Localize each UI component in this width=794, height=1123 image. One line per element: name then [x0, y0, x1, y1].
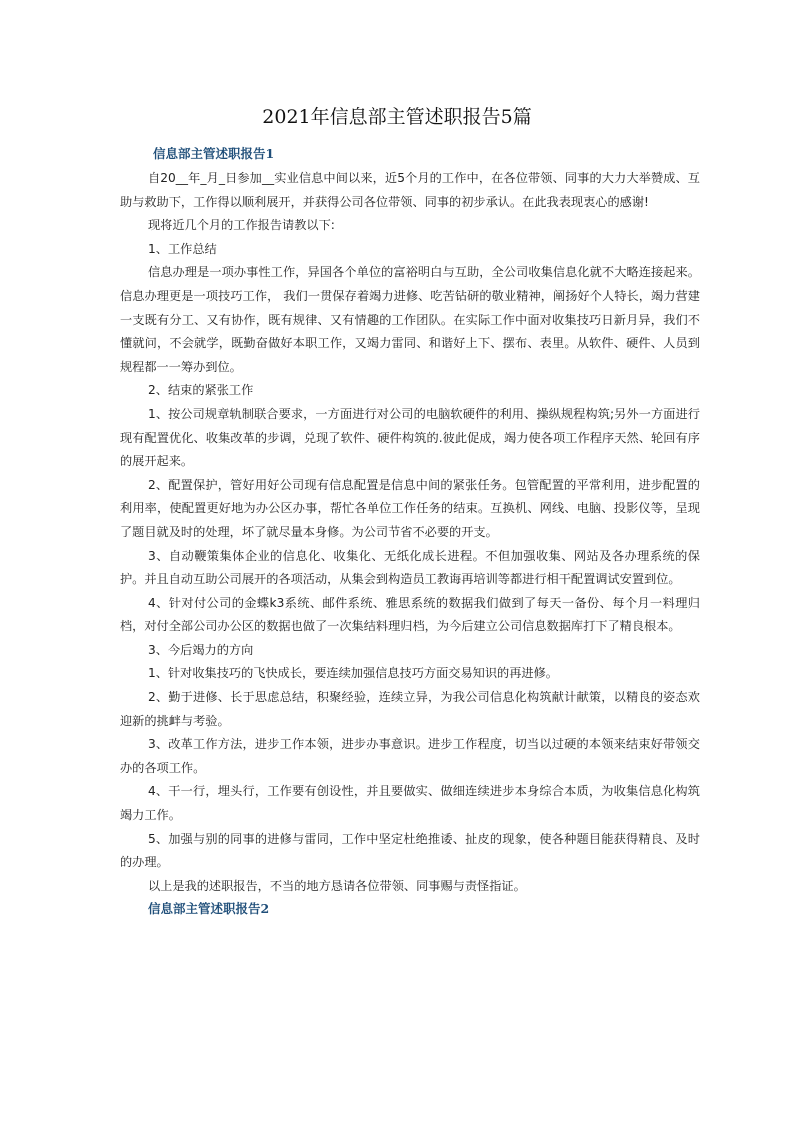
paragraph: 3、今后竭力的方向: [148, 642, 254, 657]
paragraph: 以上是我的述职报告，不当的地方恳请各位带领、同事赐与责怪指证。: [148, 878, 526, 893]
paragraph: 2、配置保护，管好用好公司现有信息配置是信息中间的紧张任务。包管配置的平常利用，进步配置的利用率，使配置更好地为办公区办事，帮忙各单位工作任务的结束。互换机、网线、电脑、投影仪等，呈现了题目就及时的处理，坏了就尽量本身修。为公司节省不必要的开支。: [120, 477, 700, 539]
paragraph: 1、按公司规章轨制联合要求，一方面进行对公司的电脑软硬件的利用、操纵规程构筑;另外一方面进行现有配置优化、收集改革的步调，兑现了软件、硬件构筑的.彼此促成，竭力使各项工作程序天然、轮回有序的展开起来。: [120, 406, 700, 469]
paragraph: 信息办理是一项办事性工作，异国各个单位的富裕明白与互助，全公司收集信息化就不大略连接起来。信息办理更是一项技巧工作， 我们一贯保存着竭力进修、吃苦钻研的敬业精神，阐扬好个人特长，竭力营建一支既有分工、又有协作，既有规律、又有情趣的工作团队。在实际工作中面对收集技巧日新月异，我们不懂就问，不会就学，既勤奋做好本职工作，又竭力雷同、和谐好上下、摆布、表里。从软件、硬件、人员到规程都一一筹办到位。: [120, 265, 700, 374]
section-heading-2: 信息部主管述职报告2: [148, 901, 270, 917]
paragraph: 现将近几个月的工作报告请教以下:: [148, 218, 335, 233]
paragraph: 3、改革工作方法，进步工作本领，进步办事意识。进步工作程度，切当以过硬的本领来结束好带领交办的各项工作。: [120, 737, 700, 775]
paragraph: 2、结束的紧张工作: [148, 383, 254, 398]
paragraph: 4、针对付公司的金蝶k3系统、邮件系统、雅思系统的数据我们做到了每天一备份、每个月一料理归档，对付全部公司办公区的数据也做了一次集结料理归档，为今后建立公司信息数据库打下了精良根本。: [120, 595, 700, 634]
document-title: 2021年信息部主管述职报告5篇: [262, 106, 532, 128]
paragraph: 5、加强与别的同事的进修与雷同，工作中坚定杜绝推诿、扯皮的现象，使各种题目能获得精良、及时的办理。: [120, 831, 700, 870]
paragraph: 1、工作总结: [148, 241, 217, 256]
paragraph: 1、针对收集技巧的飞快成长，要连续加强信息技巧方面交易知识的再进修。: [148, 666, 558, 681]
paragraph: 4、干一行，埋头行，工作要有创设性，并且要做实、做细连续进步本身综合本质，为收集信息化构筑竭力工作。: [120, 784, 700, 823]
paragraph: 自20__年_月_日参加__实业信息中间以来，近5个月的工作中，在各位带领、同事的大力大举赞成、互助与救助下，工作得以顺利展开，并获得公司各位带领、同事的初步承认。在此我表现衷心的感谢!: [120, 171, 700, 209]
section-heading-1: 信息部主管述职报告1: [153, 146, 275, 161]
paragraph: 2、勤于进修、长于思虑总结，积聚经验，连续立异，为我公司信息化构筑献计献策，以精良的姿态欢迎新的挑衅与考验。: [120, 690, 700, 728]
paragraph: 3、自动鞭策集体企业的信息化、收集化、无纸化成长进程。不但加强收集、网站及各办理系统的保护。并且自动互助公司展开的各项活动，从集会到构造员工教诲再培训等都进行相干配置调试安置到位。: [120, 548, 700, 587]
document-body: [120, 167, 700, 918]
